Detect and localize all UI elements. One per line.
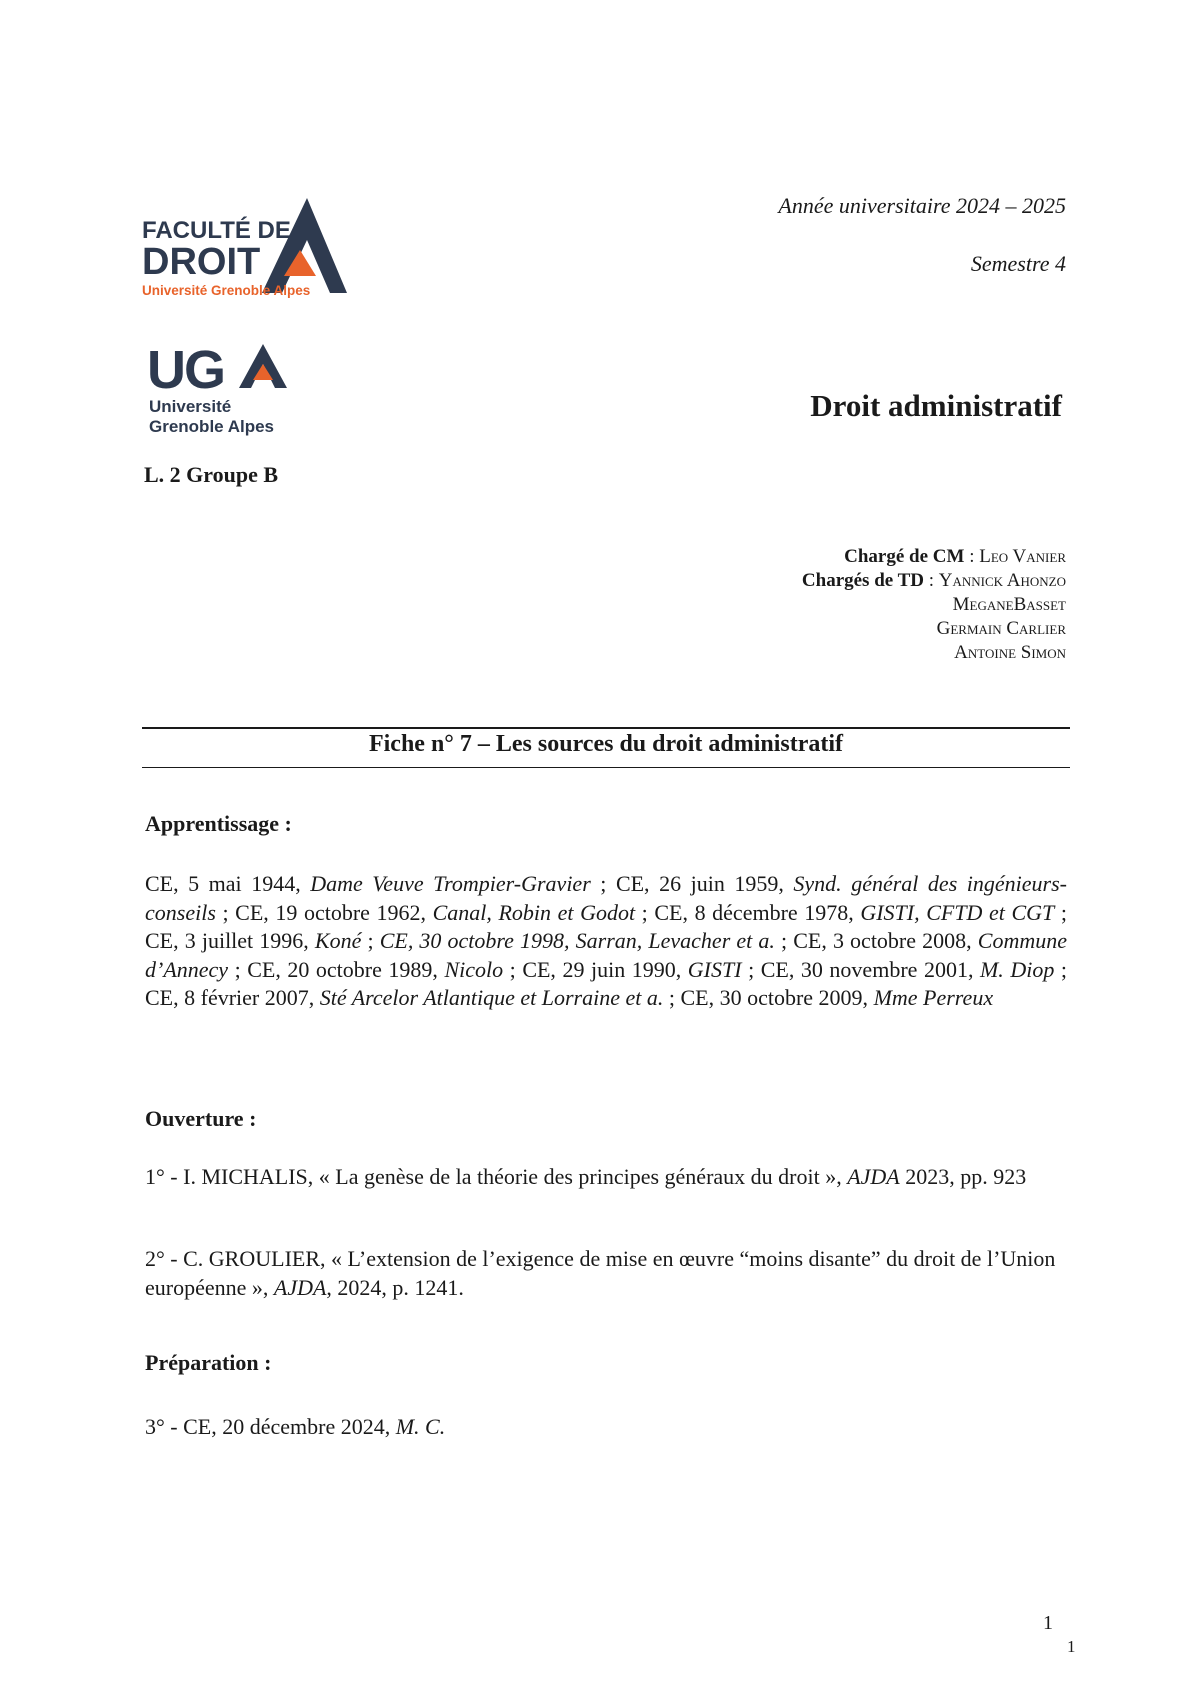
case-name: GISTI <box>687 956 742 982</box>
text-run: ; CE, 20 octobre 1989, <box>228 956 445 982</box>
text-run: 3° - CE, 20 décembre 2024, <box>145 1414 396 1439</box>
case-name: Mme Perreux <box>873 985 994 1010</box>
text-run: ; CE, 19 octobre 1962, <box>215 899 433 925</box>
staff-block <box>802 545 1066 665</box>
case-name: Koné <box>314 928 362 953</box>
semester: Semestre 4 <box>970 251 1066 276</box>
text-run: , 2024, p. 1241. <box>326 1274 464 1300</box>
text-run: 1° - I. MICHALIS, « La genèse de la théorie des principes généraux du droit », <box>145 1164 848 1189</box>
faculte-logo-mark <box>142 198 347 306</box>
apprentissage-body <box>145 870 1067 1013</box>
title-rule-top <box>142 727 1070 729</box>
cm-line: Chargé de CM : Leo Vanier <box>844 546 1066 567</box>
text-run: ; CE, 26 juin 1959, <box>590 871 794 896</box>
reference-2 <box>145 1245 1067 1302</box>
fiche-title: Fiche n° 7 – Les sources du droit administratif <box>368 731 844 757</box>
case-name: M. Diop <box>979 956 1055 982</box>
td-name: Antoine Simon <box>954 642 1066 663</box>
cm-name: Leo Vanier <box>979 546 1066 567</box>
text-run: 2° - C. GROULIER, « L’extension de l’exigence de mise en œuvre “moins disante” du droit de l’Union européenne », <box>145 1246 1056 1300</box>
text-run: ; CE, 3 juillet 1996, <box>145 899 1067 953</box>
reference-3 <box>145 1413 1067 1442</box>
uga-line1: Université <box>149 397 232 416</box>
reference-1 <box>145 1163 1067 1192</box>
case-name: Nicolo <box>444 956 504 982</box>
text-run: ; CE, 8 décembre 1978, <box>635 899 861 925</box>
text-run: ; CE, 30 novembre 2001, <box>741 956 980 982</box>
faculte-line2: DROIT <box>142 241 261 283</box>
text-run: ; CE, 29 juin 1990, <box>503 956 688 982</box>
text-run: ; <box>361 928 380 953</box>
td-name: Yannick Ahonzo <box>938 570 1066 591</box>
case-name: AJDA <box>847 1164 900 1189</box>
text-run: ; CE, 3 octobre 2008, <box>774 928 978 953</box>
td-line: Chargés de TD : Yannick Ahonzo <box>801 570 1066 591</box>
case-name: Commune d’Annecy <box>145 928 1067 982</box>
case-name: AJDA <box>273 1274 327 1300</box>
group-label: L. 2 Groupe B <box>144 462 279 487</box>
uga-mark: UG <box>147 340 224 400</box>
case-name: Sté Arcelor Atlantique et Lorraine et a. <box>319 985 664 1010</box>
section-apprentissage: Apprentissage : <box>145 811 292 836</box>
cm-label: Chargé de CM <box>844 546 965 567</box>
case-name: CE, 30 octobre 1998, Sarran, Levacher et a. <box>379 928 775 953</box>
uga-line2: Grenoble Alpes <box>149 417 275 436</box>
case-name: Dame Veuve Trompier-Gravier <box>310 871 591 896</box>
faculte-line3: Université Grenoble Alpes <box>142 283 311 298</box>
td-name: Germain Carlier <box>936 618 1066 639</box>
faculte-droit-logo <box>142 198 347 306</box>
case-name: M. C. <box>395 1414 446 1439</box>
page-number-secondary: 1 <box>1067 1637 1076 1656</box>
case-name: Synd. général des ingénieurs-conseils <box>145 871 1067 925</box>
text-run: ; CE, 8 février 2007, <box>145 956 1068 1010</box>
text-run: CE, 5 mai 1944, <box>145 871 311 896</box>
case-name: Canal, Robin et Godot <box>432 899 636 925</box>
case-name: GISTI, CFTD et CGT <box>860 899 1055 925</box>
course-title: Droit administratif <box>810 388 1062 423</box>
section-ouverture: Ouverture : <box>145 1106 257 1131</box>
text-run: 2023, pp. 923 <box>899 1164 1027 1189</box>
uga-logo <box>147 340 297 440</box>
uga-logo-mark <box>147 340 297 440</box>
td-label: Chargés de TD <box>801 570 925 591</box>
title-rule-bottom <box>142 767 1070 768</box>
academic-year: Année universitaire 2024 – 2025 <box>778 193 1066 218</box>
section-preparation: Préparation : <box>145 1350 272 1375</box>
faculte-line1: FACULTÉ DE <box>142 217 291 244</box>
text-run: ; CE, 30 octobre 2009, <box>663 985 874 1010</box>
page-number: 1 <box>1043 1612 1053 1634</box>
td-name: MeganeBasset <box>952 594 1066 615</box>
